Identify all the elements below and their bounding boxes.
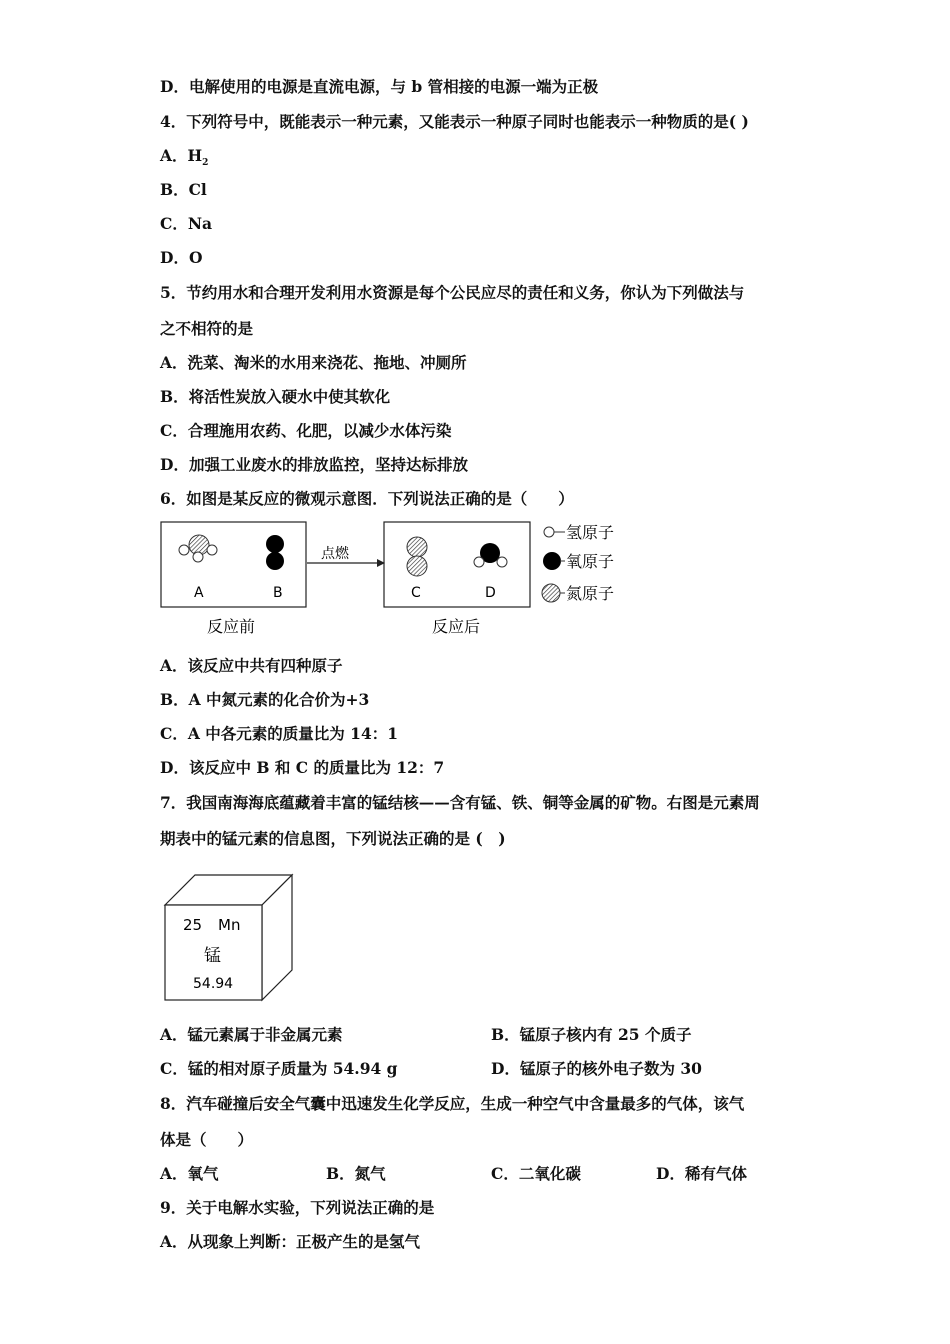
q4-option-a — [160, 146, 208, 173]
legend-nitrogen — [542, 584, 614, 603]
element-name: 锰 — [204, 946, 221, 966]
q4-option-c: C．Na — [160, 214, 213, 233]
q4-option-b: B．Cl — [160, 180, 207, 199]
q7-option-c: C．锰的相对原子质量为 54.94 g — [160, 1059, 398, 1078]
atomic-number: 25 — [183, 916, 203, 934]
label-a: A — [194, 585, 204, 601]
q5-option-a: A．洗菜、淘米的水用来浇花、拖地、冲厕所 — [160, 353, 467, 372]
molecule-c — [407, 537, 427, 576]
molecule-d — [474, 543, 507, 567]
q8-option-a: A．氧气 — [160, 1164, 219, 1183]
q7-option-a: A．锰元素属于非金属元素 — [160, 1025, 343, 1044]
q5-option-d: D．加强工业废水的排放监控，坚持达标排放 — [160, 455, 468, 474]
legend-oxygen-label: 氧原子 — [566, 552, 615, 571]
question-5-line-2: 之不相符的是 — [160, 319, 254, 338]
question-7-line-2: 期表中的锰元素的信息图，下列说法正确的是 ( ) — [160, 829, 506, 848]
question-8-line-1: 8．汽车碰撞后安全气囊中迅速发生化学反应，生成一种空气中含量最多的气体，该气 — [160, 1094, 745, 1113]
legend-oxygen — [543, 552, 614, 571]
legend-nitrogen-label: 氮原子 — [566, 584, 615, 603]
q4-option-a-text: A．H — [160, 146, 203, 165]
question-8-line-2: 体是（ ） — [160, 1130, 254, 1149]
question-6: 6．如图是某反应的微观示意图．下列说法正确的是（ ） — [160, 489, 574, 508]
q5-option-c: C．合理施用农药、化肥，以减少水体污染 — [160, 421, 452, 440]
q8-option-c: C．二氧化碳 — [491, 1164, 581, 1183]
q4-option-d: D．O — [160, 248, 203, 267]
q8-option-b: B．氮气 — [326, 1164, 386, 1183]
label-c: C — [411, 585, 421, 601]
q7-option-b: B．锰原子核内有 25 个质子 — [491, 1025, 692, 1044]
question-5-line-1: 5．节约用水和合理开发利用水资源是每个公民应尽的责任和义务，你认为下列做法与 — [160, 283, 745, 302]
label-b: B — [273, 585, 283, 601]
q6-option-c: C．A 中各元素的质量比为 14：1 — [160, 724, 399, 743]
question-4: 4．下列符号中，既能表示一种元素，又能表示一种原子同时也能表示一种物质的是( ) — [160, 112, 749, 131]
q6-option-b: B．A 中氮元素的化合价为+3 — [160, 690, 370, 709]
before-box — [161, 522, 306, 607]
molecule-b — [266, 535, 284, 570]
q6-option-d: D．该反应中 B 和 C 的质量比为 12：7 — [160, 758, 445, 777]
question-9: 9．关于电解水实验，下列说法正确的是 — [160, 1198, 435, 1217]
option-line: D．电解使用的电源是直流电源，与 b 管相接的电源一端为正极 — [160, 77, 599, 96]
q7-option-d: D．锰原子的核外电子数为 30 — [491, 1059, 702, 1078]
element-card — [160, 870, 300, 1010]
q6-option-a: A．该反应中共有四种原子 — [160, 656, 343, 675]
q8-option-d: D．稀有气体 — [656, 1164, 747, 1183]
element-symbol: Mn — [218, 916, 241, 934]
question-7-line-1: 7．我国南海海底蕴藏着丰富的锰结核——含有锰、铁、铜等金属的矿物。右图是元素周 — [160, 793, 760, 812]
q9-option-a: A．从现象上判断：正极产生的是氢气 — [160, 1232, 421, 1251]
arrow-label: 点燃 — [321, 546, 349, 562]
q5-option-b: B．将活性炭放入硬水中使其软化 — [160, 387, 391, 406]
q4-option-a-subscript: 2 — [202, 158, 209, 169]
after-box — [384, 522, 530, 607]
reaction-diagram — [155, 515, 645, 645]
after-caption: 反应后 — [432, 617, 481, 636]
atomic-mass: 54.94 — [193, 976, 234, 992]
legend-hydrogen — [544, 523, 614, 542]
label-d: D — [485, 585, 496, 601]
molecule-a — [179, 535, 217, 562]
legend-hydrogen-label: 氢原子 — [566, 523, 615, 542]
before-caption: 反应前 — [207, 617, 256, 636]
